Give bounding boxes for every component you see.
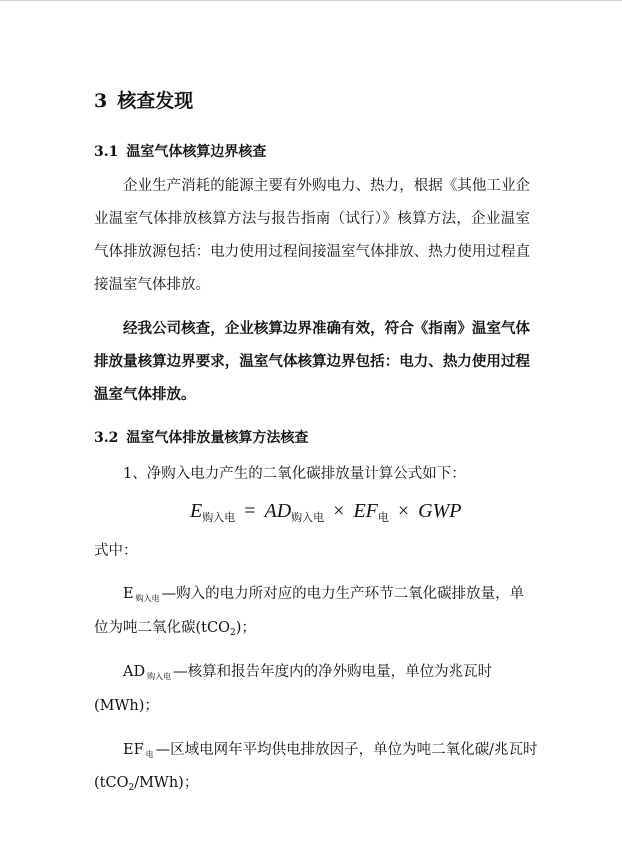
boundary-paragraph: 企业生产消耗的能源主要有外购电力、热力，根据《其他工业企业温室气体排放核算方法与报告指南（试行）》核算方法，企业温室气体排放源包括：电力使用过程间接温室气体排放、热力使用过程直接温室气体排放。	[94, 178, 530, 293]
definition-ef-line2: (tCO$_2$/MWh)；	[94, 775, 199, 793]
method-item-1: 1、净购入电力产生的二氧化碳排放量计算公式如下：	[123, 466, 466, 482]
where-label: 式中：	[94, 543, 138, 559]
formula-gwp: GWP	[418, 500, 462, 522]
section-heading	[94, 86, 193, 113]
formula-times: ×	[397, 500, 410, 522]
formula-ad: $AD_{购入电}$	[264, 500, 325, 524]
subsection-number: 3.2	[94, 430, 119, 446]
formula-times: ×	[333, 500, 345, 522]
subsection-number: 3.1	[94, 144, 119, 160]
definition-ef-line1: EF $_电$ —区域电网年平均供电排放因子，单位为吨二氧化碳/兆瓦时	[123, 742, 538, 759]
subsection-title: 温室气体核算边界核查	[126, 144, 267, 160]
emission-formula	[190, 500, 462, 525]
subsection-title: 温室气体排放量核算方法核查	[126, 430, 309, 446]
definition-ad-line1: AD $_{购入电}$ —核算和报告年度内的净外购电量，单位为兆瓦时	[123, 664, 493, 681]
definition-e-line2: 位为吨二氧化碳(tCO$_2$)；	[94, 620, 256, 638]
subsection-heading-3-2	[94, 427, 308, 447]
formula-equals: =	[244, 500, 256, 522]
boundary-conclusion-paragraph: 经我公司核查，企业核算边界准确有效，符合《指南》温室气体排放量核算边界要求，温室气体核算边界包括：电力、热力使用过程温室气体排放。	[94, 320, 530, 403]
subsection-heading-3-1	[94, 141, 266, 161]
definition-ad-line2: (MWh)；	[94, 698, 159, 714]
page-top-rule	[0, 0, 622, 1]
formula-ef: $EF_电$	[353, 500, 389, 524]
section-number: 3	[94, 90, 108, 112]
section-title: 核查发现	[117, 90, 194, 112]
definition-e-line1: E $_{购入电}$ —购入的电力所对应的电力生产环节二氧化碳排放量，单	[123, 586, 525, 603]
formula-lhs: $E_{购入电}$	[190, 500, 236, 524]
